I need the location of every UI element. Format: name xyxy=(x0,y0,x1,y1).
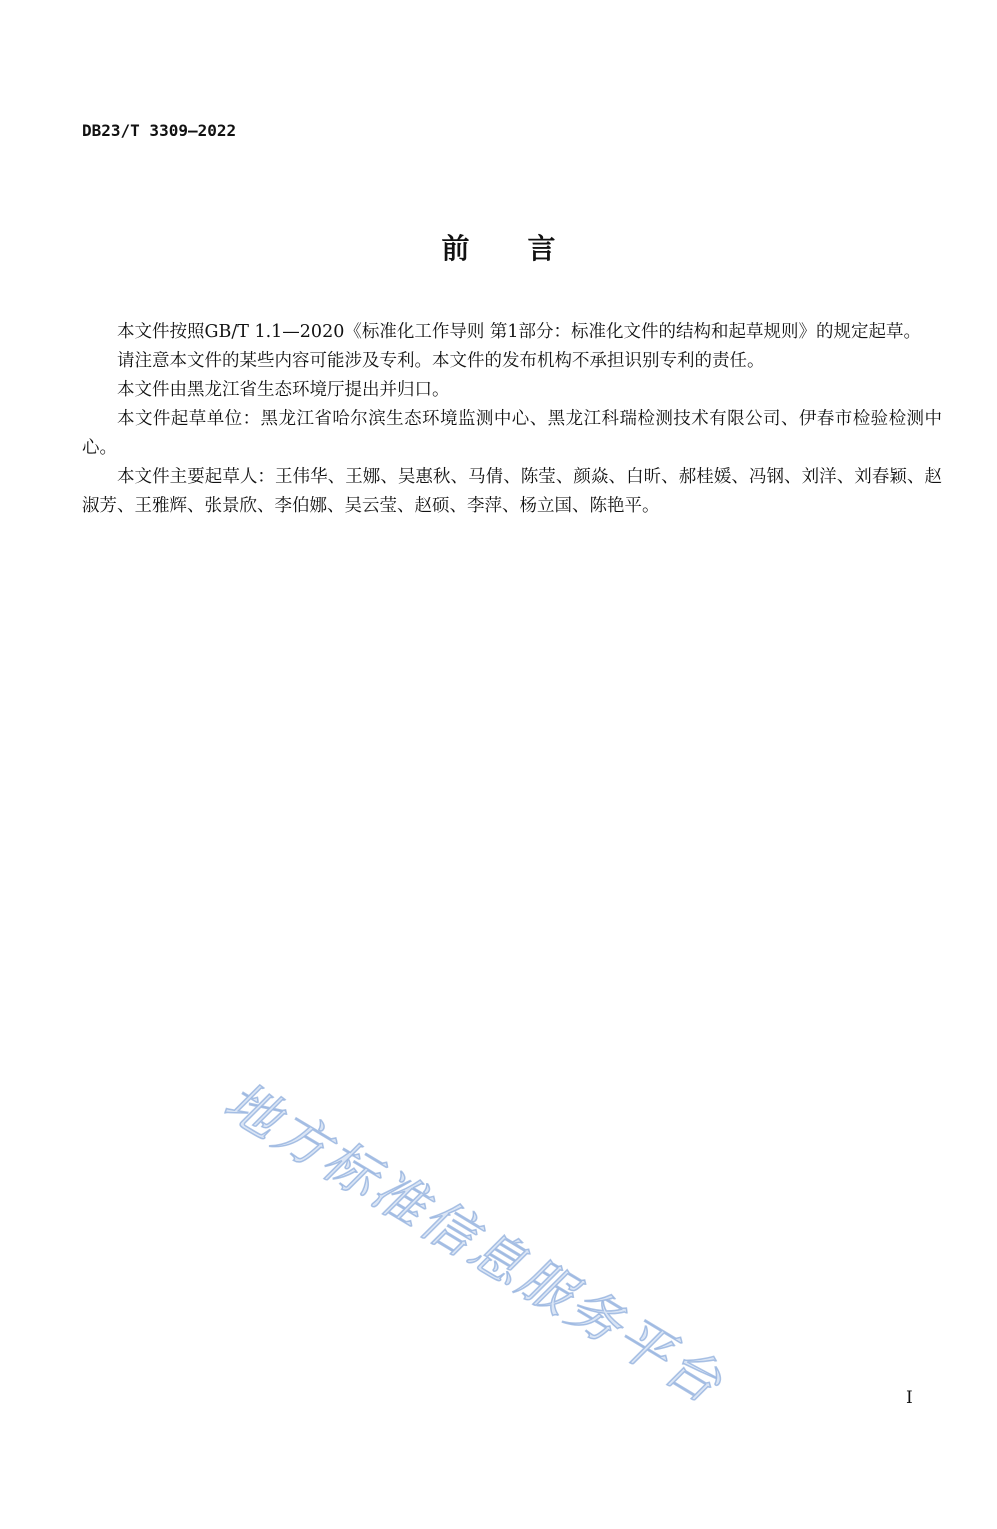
paragraph-proposer: 本文件由黑龙江省生态环境厅提出并归口。 xyxy=(117,380,450,400)
preface-title: 前言 xyxy=(441,232,614,265)
paragraph-drafting-units: 本文件起草单位：黑龙江省哈尔滨生态环境监测中心、黑龙江科瑞检测技术有限公司、伊春市检验检测中心。 xyxy=(82,409,942,458)
paragraph-drafters: 本文件主要起草人：王伟华、王娜、吴惠秋、马倩、陈莹、颜焱、白昕、郝桂媛、冯钢、刘洋、刘春颖、赵淑芳、王雅辉、张景欣、李伯娜、吴云莹、赵硕、李萍、杨立国、陈艳平。 xyxy=(82,467,942,516)
page-number: I xyxy=(906,1388,913,1408)
paragraph-patent-notice: 请注意本文件的某些内容可能涉及专利。本文件的发布机构不承担识别专利的责任。 xyxy=(117,351,765,371)
standard-code: DB23/T 3309—2022 xyxy=(82,121,237,140)
paragraph-drafting-rules: 本文件按照GB/T 1.1—2020《标准化工作导则 第1部分：标准化文件的结构和起草规则》的规定起草。 xyxy=(117,322,922,342)
preface-body xyxy=(82,318,942,521)
watermark: 地方标准信息服务平台 xyxy=(213,1070,734,1417)
